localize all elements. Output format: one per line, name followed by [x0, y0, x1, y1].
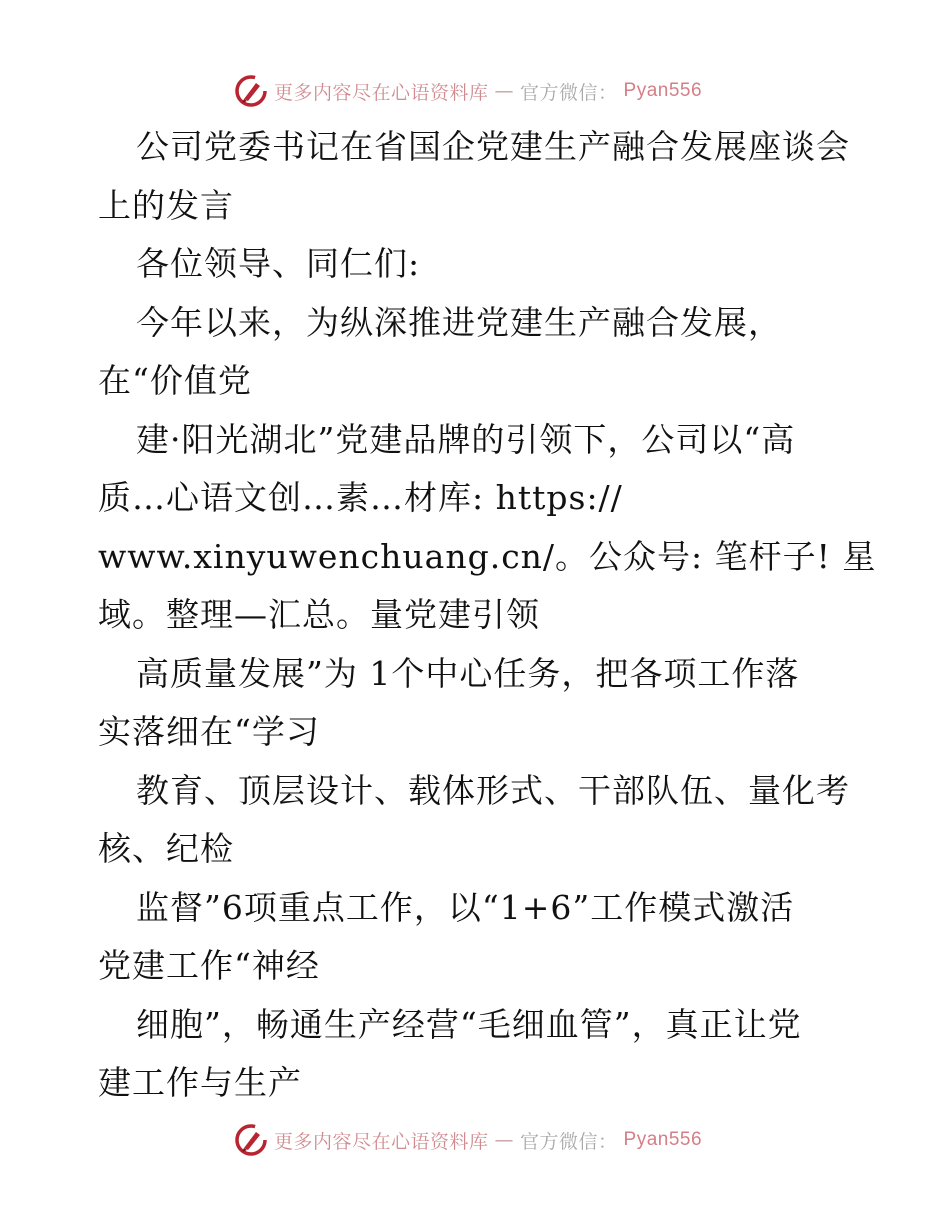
- watermark-wechat-id: Pyan556: [623, 80, 703, 101]
- header-watermark: [234, 73, 702, 109]
- doc-line: www.xinyuwenchuang.cn/。公众号: 笔杆子! 星: [98, 536, 877, 576]
- watermark-dash: —: [494, 1129, 515, 1151]
- doc-line: 质…心语文创…素…材库: https://: [98, 478, 623, 517]
- doc-line: 建工作与生产: [98, 1063, 302, 1102]
- document-body: [98, 118, 877, 1113]
- watermark-official-label: 官方微信：: [520, 81, 618, 104]
- doc-line: 党建工作“神经: [98, 946, 320, 985]
- doc-line: 教育、顶层设计、载体形式、干部队伍、量化考: [136, 770, 850, 810]
- doc-line: 公司党委书记在省国企党建生产融合发展座谈会: [136, 127, 850, 166]
- pen-circle-logo-icon: [234, 74, 268, 108]
- watermark-site-text: 更多内容尽在心语资料库: [274, 1130, 489, 1153]
- watermark-site-text: 更多内容尽在心语资料库: [274, 81, 489, 104]
- watermark-official-label: 官方微信：: [520, 1130, 618, 1153]
- doc-line: 域。整理—汇总。量党建引领: [98, 595, 540, 634]
- doc-line: 今年以来，为纵深推进党建生产融合发展，: [136, 302, 782, 342]
- doc-line: 上的发言: [98, 185, 234, 225]
- doc-line: 细胞”，畅通生产经营“毛细血管”，真正让党: [136, 1004, 802, 1044]
- doc-line: 监督”6项重点工作，以“1+6”工作模式激活: [136, 887, 795, 927]
- watermark-wechat-id: Pyan556: [623, 1129, 703, 1150]
- doc-line: 高质量发展”为 1个中心任务，把各项工作落: [136, 653, 800, 693]
- footer-watermark: [234, 1122, 702, 1158]
- doc-line: 核、纪检: [98, 829, 234, 868]
- doc-line: 建·阳光湖北”党建品牌的引领下，公司以“高: [136, 419, 796, 459]
- watermark-dash: —: [494, 80, 515, 102]
- doc-line: 各位领导、同仁们:: [136, 244, 421, 283]
- doc-line: 实落细在“学习: [98, 712, 320, 751]
- pen-circle-logo-icon: [234, 1123, 268, 1157]
- doc-line: 在“价值党: [98, 361, 252, 400]
